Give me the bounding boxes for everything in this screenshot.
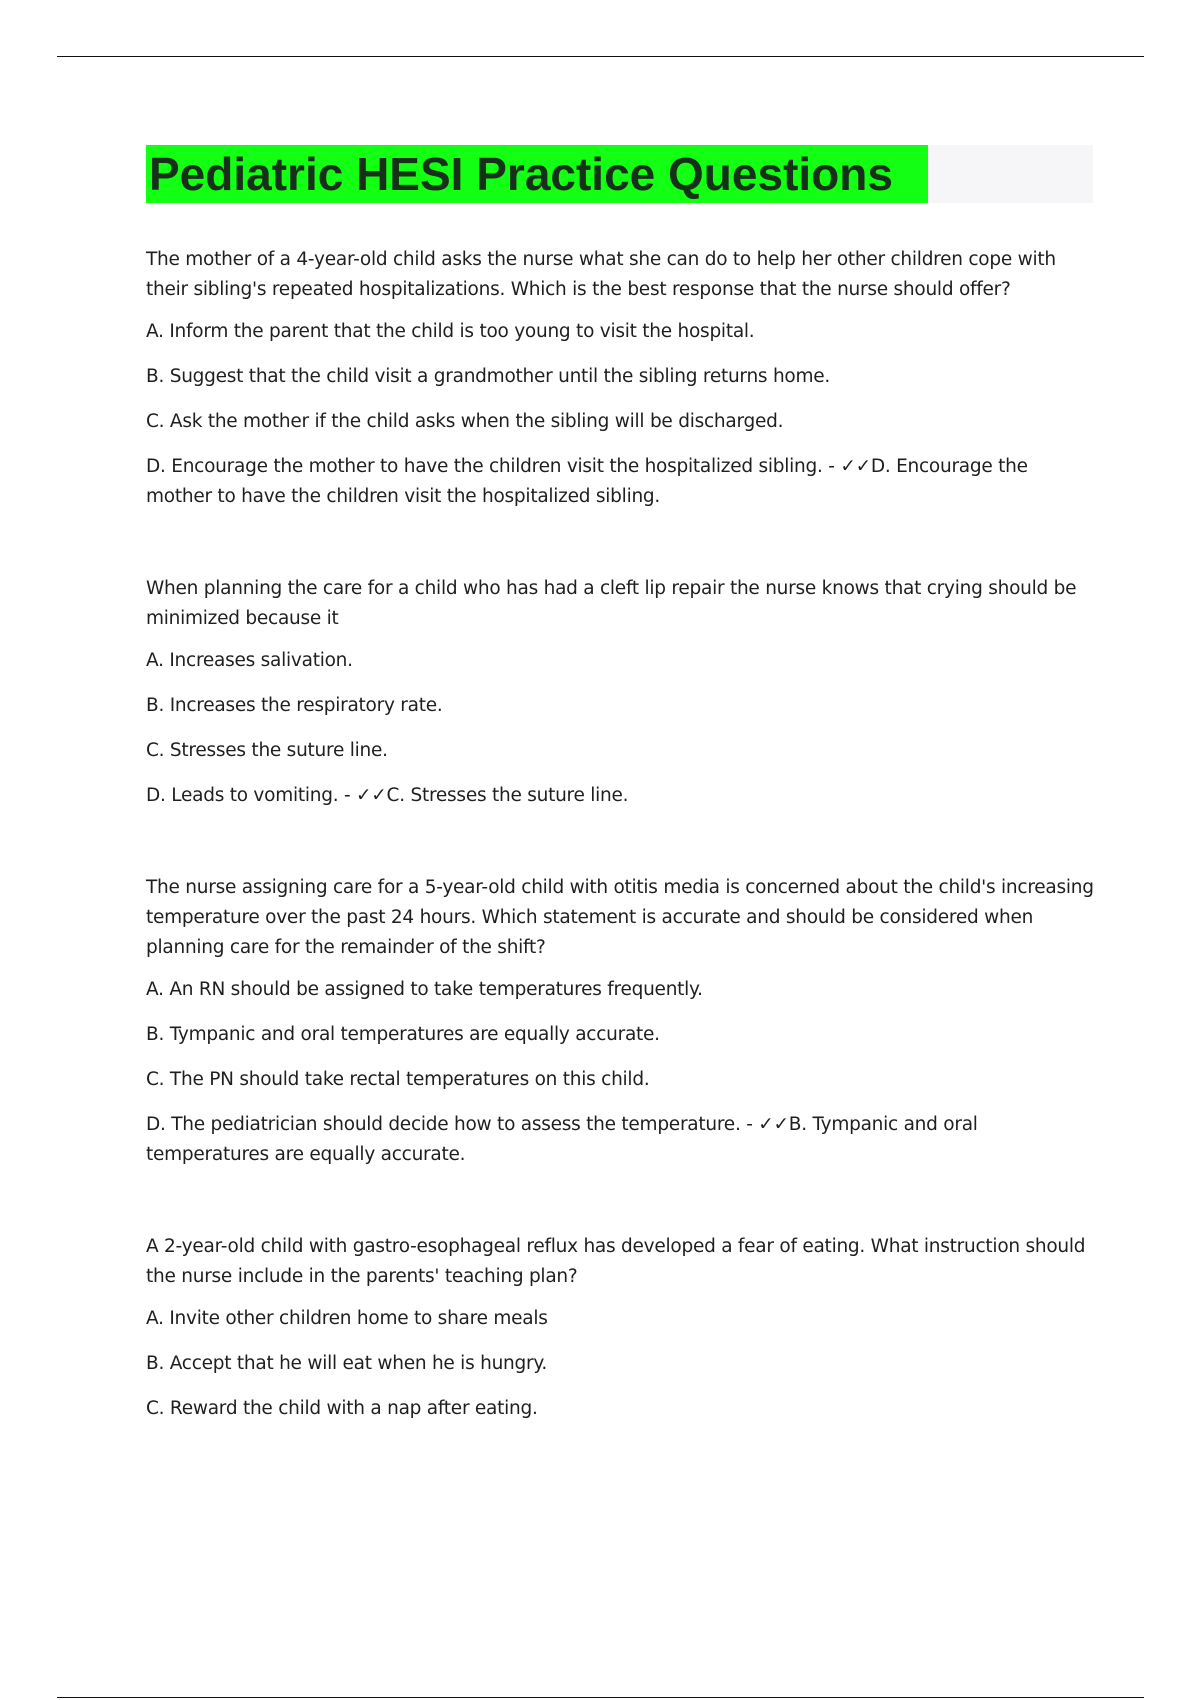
question-4-option-b: B. Accept that he will eat when he is hungry. bbox=[146, 1353, 548, 1374]
question-1-option-b: B. Suggest that the child visit a grandmother until the sibling returns home. bbox=[146, 366, 831, 387]
question-2-option-c: C. Stresses the suture line. bbox=[146, 740, 388, 761]
question-4-option-a: A. Invite other children home to share meals bbox=[146, 1308, 548, 1329]
question-2-option-a: A. Increases salivation. bbox=[146, 650, 353, 671]
question-3-option-d-answer: D. The pediatrician should decide how to assess the temperature. - ✓✓B. Tympanic and oral temperatures are equally accurate. bbox=[146, 1114, 978, 1165]
page-title: Pediatric HESI Practice Questions bbox=[146, 145, 928, 203]
question-1-option-c: C. Ask the mother if the child asks when the sibling will be discharged. bbox=[146, 411, 784, 432]
bottom-rule bbox=[57, 1697, 1144, 1698]
question-1-option-d-answer: D. Encourage the mother to have the children visit the hospitalized sibling. - ✓✓D. Encourage the mother to have the children visit the hospitalized sibling. bbox=[146, 456, 1028, 507]
question-2-option-b: B. Increases the respiratory rate. bbox=[146, 695, 443, 716]
question-3-option-a: A. An RN should be assigned to take temperatures frequently. bbox=[146, 979, 703, 1000]
question-1-option-a: A. Inform the parent that the child is too young to visit the hospital. bbox=[146, 321, 755, 342]
question-3-stem: The nurse assigning care for a 5-year-old child with otitis media is concerned about the child's increasing temperature over the past 24 hours. Which statement is accurate and should be considered when planning care for the remainder of the shift? bbox=[146, 877, 1094, 958]
question-4-option-c: C. Reward the child with a nap after eating. bbox=[146, 1398, 538, 1419]
question-list bbox=[146, 245, 1096, 1486]
question-2 bbox=[146, 574, 1096, 811]
question-3 bbox=[146, 873, 1096, 1170]
question-1-stem: The mother of a 4-year-old child asks the nurse what she can do to help her other children cope with their sibling's repeated hospitalizations. Which is the best response that the nurse should offer? bbox=[146, 249, 1056, 300]
question-3-option-c: C. The PN should take rectal temperatures on this child. bbox=[146, 1069, 650, 1090]
top-rule bbox=[57, 56, 1144, 57]
question-3-option-b: B. Tympanic and oral temperatures are equally accurate. bbox=[146, 1024, 660, 1045]
question-2-option-d-answer: D. Leads to vomiting. - ✓✓C. Stresses the suture line. bbox=[146, 785, 629, 806]
question-1 bbox=[146, 245, 1096, 512]
question-4 bbox=[146, 1232, 1096, 1424]
question-4-stem: A 2-year-old child with gastro-esophageal reflux has developed a fear of eating. What instruction should the nurse include in the parents' teaching plan? bbox=[146, 1236, 1086, 1287]
question-2-stem: When planning the care for a child who has had a cleft lip repair the nurse knows that crying should be minimized because it bbox=[146, 578, 1077, 629]
